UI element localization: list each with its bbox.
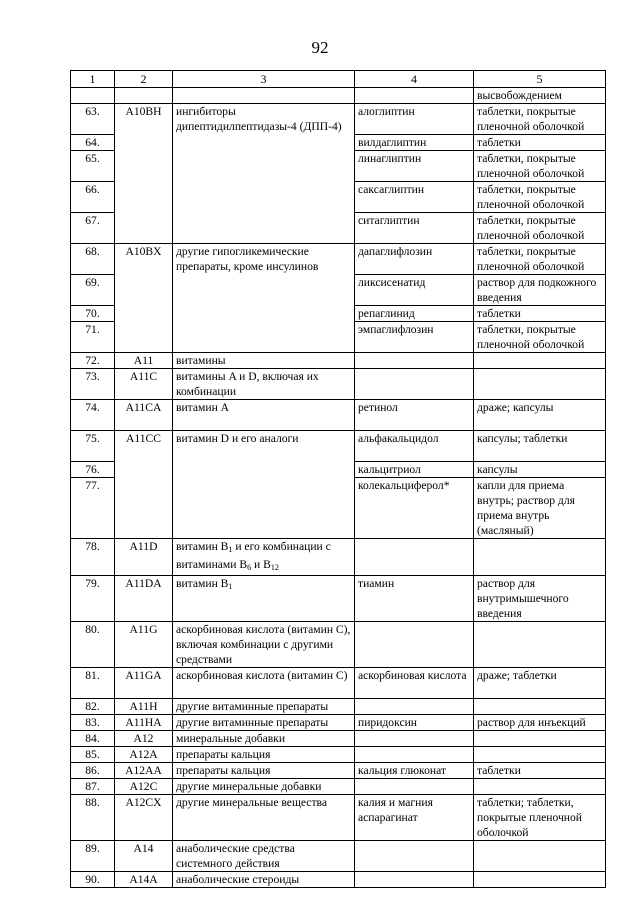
form-cell: таблетки, покрытые пленочной оболочкой [474, 244, 606, 275]
table-row [71, 353, 606, 369]
row-number: 65. [71, 151, 115, 182]
col-header-5: 5 [474, 71, 606, 88]
row-number: 73. [71, 369, 115, 400]
row-number: 72. [71, 353, 115, 369]
table-row [71, 747, 606, 763]
table-row [71, 715, 606, 731]
drug-cell: ситаглиптин [355, 213, 474, 244]
group-cell: витамин D и его аналоги [173, 431, 355, 539]
row-number: 79. [71, 576, 115, 622]
form-cell: таблетки; таблетки, покрытые пленочной оболочкой [474, 795, 606, 841]
row-number: 74. [71, 400, 115, 431]
atc-code: A10BX [115, 244, 173, 353]
form-cell: капли для приема внутрь; раствор для приема внутрь (масляный) [474, 478, 606, 539]
form-cell: драже; капсулы [474, 400, 606, 431]
drug-cell: репаглинид [355, 306, 474, 322]
atc-code: A12C [115, 779, 173, 795]
row-number: 80. [71, 622, 115, 668]
header-row [71, 71, 606, 88]
drug-cell: кальция глюконат [355, 763, 474, 779]
form-cell: таблетки [474, 306, 606, 322]
row-number: 69. [71, 275, 115, 306]
form-cell: таблетки, покрытые пленочной оболочкой [474, 213, 606, 244]
table-row [71, 841, 606, 872]
group-cell: препараты кальция [173, 747, 355, 763]
col-header-4: 4 [355, 71, 474, 88]
group-cell: другие витаминные препараты [173, 715, 355, 731]
row-number: 75. [71, 431, 115, 462]
drug-cell: дапаглифлозин [355, 244, 474, 275]
atc-code: A12CX [115, 795, 173, 841]
atc-code: A11G [115, 622, 173, 668]
group-cell: витамин A [173, 400, 355, 431]
col-header-3: 3 [173, 71, 355, 88]
row-number: 71. [71, 322, 115, 353]
row-number: 70. [71, 306, 115, 322]
form-cell: капсулы [474, 462, 606, 478]
form-cell: таблетки, покрытые пленочной оболочкой [474, 104, 606, 135]
row-number: 87. [71, 779, 115, 795]
drug-cell: эмпаглифлозин [355, 322, 474, 353]
col-header-1: 1 [71, 71, 115, 88]
table-row [71, 668, 606, 699]
table-row [71, 872, 606, 888]
form-cell: таблетки, покрытые пленочной оболочкой [474, 182, 606, 213]
group-cell: аскорбиновая кислота (витамин C) [173, 668, 355, 699]
atc-code: A11H [115, 699, 173, 715]
table-row [71, 699, 606, 715]
table-row [71, 576, 606, 622]
group-cell: другие минеральные вещества [173, 795, 355, 841]
group-cell: анаболические средства системного действия [173, 841, 355, 872]
table-row [71, 104, 606, 135]
group-cell: витамины A и D, включая их комбинации [173, 369, 355, 400]
row-number: 90. [71, 872, 115, 888]
table-row [71, 795, 606, 841]
drug-cell: колекальциферол* [355, 478, 474, 539]
drug-cell: тиамин [355, 576, 474, 622]
drug-cell: пиридоксин [355, 715, 474, 731]
row-number: 84. [71, 731, 115, 747]
group-cell: ингибиторы дипептидилпептидазы-4 (ДПП-4) [173, 104, 355, 244]
row-number: 86. [71, 763, 115, 779]
atc-code: A11D [115, 539, 173, 576]
row-number: 77. [71, 478, 115, 539]
row-number: 78. [71, 539, 115, 576]
form-cell: драже; таблетки [474, 668, 606, 699]
drug-cell: алоглиптин [355, 104, 474, 135]
drug-cell: вилдаглиптин [355, 135, 474, 151]
group-cell: другие витаминные препараты [173, 699, 355, 715]
drug-cell: альфакальцидол [355, 431, 474, 462]
table-row [71, 779, 606, 795]
table-row [71, 400, 606, 431]
atc-code: A12 [115, 731, 173, 747]
atc-code: A14 [115, 841, 173, 872]
row-number: 64. [71, 135, 115, 151]
atc-code: A11GA [115, 668, 173, 699]
drug-cell: аскорбиновая кислота [355, 668, 474, 699]
row-number: 76. [71, 462, 115, 478]
form-cell: раствор для подкожного введения [474, 275, 606, 306]
atc-code: A12AA [115, 763, 173, 779]
row-number: 82. [71, 699, 115, 715]
drug-cell: калия и магния аспарагинат [355, 795, 474, 841]
form-cell: раствор для внутримышечного введения [474, 576, 606, 622]
form-cell: раствор для инъекций [474, 715, 606, 731]
drug-list-table [70, 70, 606, 888]
atc-code: A10BH [115, 104, 173, 244]
row-number: 89. [71, 841, 115, 872]
atc-code: A11DA [115, 576, 173, 622]
group-cell: другие гипогликемические препараты, кроме инсулинов [173, 244, 355, 353]
atc-code: A12A [115, 747, 173, 763]
form-cell: капсулы; таблетки [474, 431, 606, 462]
form-cell: таблетки [474, 763, 606, 779]
row-number: 83. [71, 715, 115, 731]
table-row [71, 622, 606, 668]
table-row-continuation [71, 88, 606, 104]
group-cell: витамины [173, 353, 355, 369]
table-row [71, 369, 606, 400]
table-row [71, 763, 606, 779]
atc-code: A14A [115, 872, 173, 888]
form-cell: таблетки, покрытые пленочной оболочкой [474, 151, 606, 182]
row-number: 68. [71, 244, 115, 275]
table-row [71, 244, 606, 275]
row-number: 88. [71, 795, 115, 841]
group-cell: анаболические стероиды [173, 872, 355, 888]
row-number: 85. [71, 747, 115, 763]
table-row [71, 431, 606, 462]
table-row [71, 539, 606, 576]
group-cell: витамин $B_1$ и его комбинации с витаминами $B_6$ и $B_{12}$ [173, 539, 355, 576]
group-cell: витамин $B_1$ [173, 576, 355, 622]
drug-cell: саксаглиптин [355, 182, 474, 213]
row-number: 81. [71, 668, 115, 699]
group-cell: минеральные добавки [173, 731, 355, 747]
atc-code: A11CA [115, 400, 173, 431]
atc-code: A11HA [115, 715, 173, 731]
atc-code: A11 [115, 353, 173, 369]
page-number: 92 [311, 38, 329, 57]
row-number: 63. [71, 104, 115, 135]
drug-cell: линаглиптин [355, 151, 474, 182]
drug-cell: ретинол [355, 400, 474, 431]
group-cell: другие минеральные добавки [173, 779, 355, 795]
group-cell: препараты кальция [173, 763, 355, 779]
table-row [71, 731, 606, 747]
group-cell: аскорбиновая кислота (витамин C), включая комбинации с другими средствами [173, 622, 355, 668]
drug-cell: кальцитриол [355, 462, 474, 478]
form-cell: высвобождением [474, 88, 606, 104]
row-number: 66. [71, 182, 115, 213]
form-cell: таблетки [474, 135, 606, 151]
atc-code: A11C [115, 369, 173, 400]
drug-cell: ликсисенатид [355, 275, 474, 306]
atc-code: A11CC [115, 431, 173, 539]
form-cell: таблетки, покрытые пленочной оболочкой [474, 322, 606, 353]
row-number: 67. [71, 213, 115, 244]
col-header-2: 2 [115, 71, 173, 88]
